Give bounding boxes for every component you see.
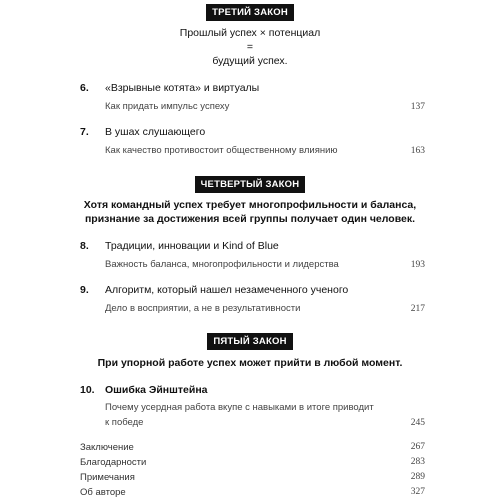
chapter-subtitle-line2: к победе [105, 417, 144, 428]
law4-statement-line1: Хотя командный успех требует многопрофильности и баланса, [83, 199, 417, 211]
backmatter-list [80, 440, 425, 500]
chapter-title: Традиции, инновации и Kind of Blue [105, 240, 279, 252]
backmatter-item-conclusion[interactable] [80, 440, 425, 455]
law3-formula-line2: будущий успех. [212, 55, 288, 67]
chapter-page: 193 [410, 260, 425, 270]
law3-formula-line1: Прошлый успех × потенциал [179, 27, 321, 39]
law4-header [0, 176, 500, 193]
law3-tag: ТРЕТИЙ ЗАКОН [206, 4, 294, 21]
law5-header [0, 333, 500, 350]
chapter-subtitle: Как качество противостоит общественному влиянию [105, 145, 338, 156]
backmatter-label: Об авторе [80, 487, 126, 498]
chapter-number: 9. [80, 284, 89, 296]
backmatter-page: 283 [410, 457, 425, 467]
chapter-subtitle: Как придать импульс успеху [105, 101, 230, 112]
backmatter-item-acknowledgements[interactable] [80, 455, 425, 470]
chapter-subtitle-line1: Почему усердная работа вкупе с навыками в итоге приводит [105, 402, 374, 413]
backmatter-item-about-author[interactable] [80, 485, 425, 500]
chapter-subtitle: Дело в восприятии, а не в результативности [105, 303, 301, 314]
chapter-title: Ошибка Эйнштейна [105, 384, 208, 396]
chapter-title: Алгоритм, который нашел незамеченного ученого [105, 284, 349, 296]
law4-statement-line2: признание за достижения всей группы получает один человек. [84, 213, 416, 225]
backmatter-page: 289 [410, 472, 425, 482]
chapter-page: 245 [410, 418, 425, 428]
law5-tag: ПЯТЫЙ ЗАКОН [207, 333, 292, 350]
law3-header [0, 4, 500, 21]
law5-statement: При упорной работе успех может прийти в любой момент. [97, 357, 403, 369]
law3-formula-eq: = [246, 41, 254, 53]
backmatter-page: 327 [410, 487, 425, 497]
chapter-number: 6. [80, 82, 89, 94]
chapter-number: 10. [80, 384, 95, 396]
chapter-number: 8. [80, 240, 89, 252]
chapter-page: 163 [410, 146, 425, 156]
chapter-title: В ушах слушающего [105, 126, 206, 138]
chapter-number: 7. [80, 126, 89, 138]
chapter-page: 137 [410, 102, 425, 112]
backmatter-label: Заключение [80, 442, 134, 453]
law4-tag: ЧЕТВЕРТЫЙ ЗАКОН [195, 176, 306, 193]
chapter-title: «Взрывные котята» и виртуалы [105, 82, 260, 94]
backmatter-item-notes[interactable] [80, 470, 425, 485]
backmatter-label: Примечания [80, 472, 135, 483]
chapter-page: 217 [410, 304, 425, 314]
backmatter-page: 267 [410, 442, 425, 452]
chapter-subtitle: Важность баланса, многопрофильности и лидерства [105, 259, 339, 270]
backmatter-label: Благодарности [80, 457, 147, 468]
